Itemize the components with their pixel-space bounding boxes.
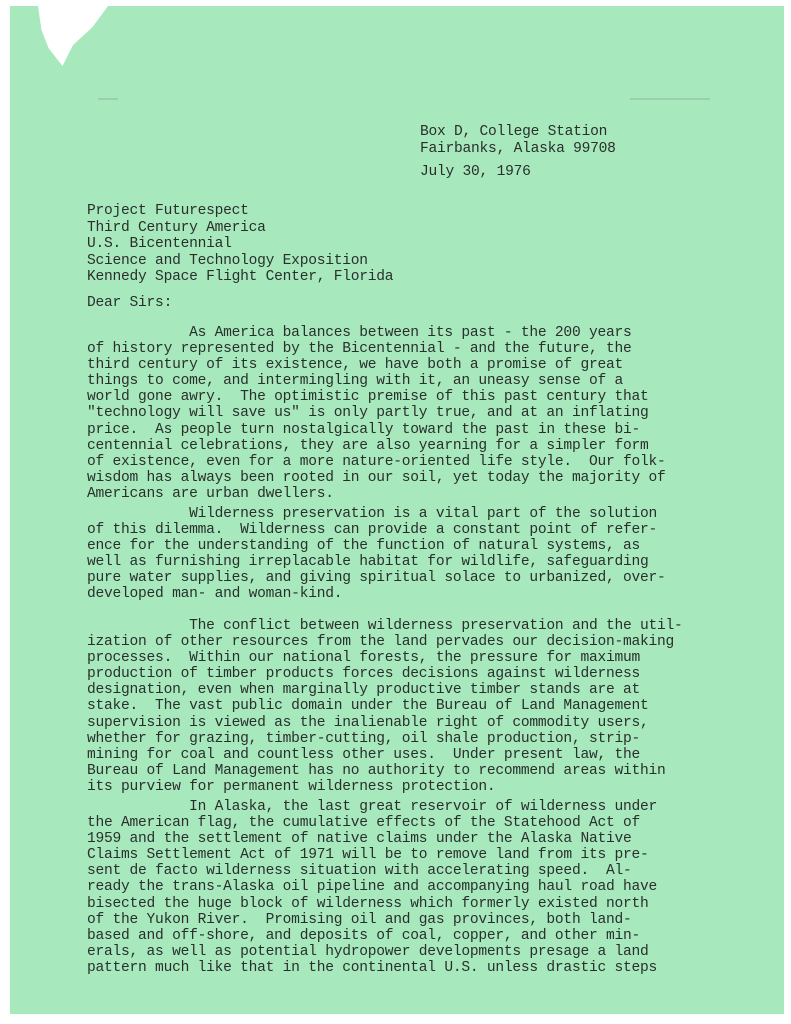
paragraph-4 <box>87 799 777 976</box>
text-line: developed man- and woman-kind. <box>87 586 343 603</box>
paragraph-2 <box>87 506 777 603</box>
typed-letter <box>10 6 784 1014</box>
text-line: mining for coal and countless other uses. Under present law, the <box>87 746 640 763</box>
text-line: Americans are urban dwellers. <box>87 485 334 502</box>
text-line: its purview for permanent wilderness protection. <box>87 778 496 795</box>
text-line: ready the trans-Alaska oil pipeline and accompanying haul road have <box>87 879 658 896</box>
text-line: pattern much like that in the continental U.S. unless drastic steps <box>87 959 658 976</box>
text-line: production of timber products forces decisions against wilderness <box>87 666 640 683</box>
text-line: world gone awry. The optimistic premise of this past century that <box>87 389 649 406</box>
text-line: In Alaska, the last great reservoir of wilderness under <box>87 799 658 815</box>
text-line: Claims Settlement Act of 1971 will be to remove land from its pre- <box>87 847 649 864</box>
recipient-block <box>87 203 393 286</box>
recipient-line: Kennedy Space Flight Center, Florida <box>87 269 394 286</box>
address-line: Fairbanks, Alaska 99708 <box>420 141 616 157</box>
text-line: processes. Within our national forests, the pressure for maximum <box>87 650 640 667</box>
letter-date: July 30, 1976 <box>420 164 531 180</box>
text-line: of history represented by the Bicentennial - and the future, the <box>87 341 632 358</box>
text-line: of this dilemma. Wilderness can provide a constant point of refer- <box>87 522 658 539</box>
recipient-line: Project Futurespect <box>87 203 249 219</box>
text-line: erals, as well as potential hydropower developments presage a land <box>87 943 649 960</box>
text-line: Bureau of Land Management has no authority to recommend areas within <box>87 762 666 779</box>
text-line: As America balances between its past - the 200 years <box>87 325 632 341</box>
paper-sheet <box>10 6 784 1014</box>
recipient-line: Third Century America <box>87 219 266 236</box>
text-line: 1959 and the settlement of native claims under the Alaska Native <box>87 831 632 848</box>
text-line: of existence, even for a more nature-oriented life style. Our folk- <box>87 453 666 470</box>
text-line: ization of other resources from the land pervades our decision-making <box>87 634 675 651</box>
text-line: ence for the understanding of the function of natural systems, as <box>87 538 640 555</box>
salutation: Dear Sirs: <box>87 295 173 311</box>
text-line: sent de facto wilderness situation with accelerating speed. Al- <box>87 863 632 880</box>
text-line: third century of its existence, we have both a promise of great <box>87 357 623 374</box>
text-line: of the Yukon River. Promising oil and gas provinces, both land- <box>87 911 632 928</box>
text-line: "technology will save us" is only partly true, and at an inflating <box>87 405 649 422</box>
sender-address <box>420 124 616 158</box>
paragraph-1 <box>87 325 777 502</box>
text-line: Wilderness preservation is a vital part of the solution <box>87 506 658 522</box>
text-line: the American flag, the cumulative effects of the Statehood Act of <box>87 815 640 832</box>
text-line: price. As people turn nostalgically toward the past in these bi- <box>87 421 640 438</box>
text-line: well as furnishing irreplacable habitat for wildlife, safeguarding <box>87 554 649 571</box>
text-line: stake. The vast public domain under the Bureau of Land Management <box>87 698 649 715</box>
text-line: wisdom has always been rooted in our soil, yet today the majority of <box>87 469 666 486</box>
text-line: centennial celebrations, they are also yearning for a simpler form <box>87 437 649 454</box>
text-line: whether for grazing, timber-cutting, oil shale production, strip- <box>87 730 640 747</box>
recipient-line: Science and Technology Exposition <box>87 252 368 269</box>
text-line: The conflict between wilderness preservation and the util- <box>87 618 683 634</box>
address-line: Box D, College Station <box>420 124 608 140</box>
text-line: things to come, and intermingling with it, an uneasy sense of a <box>87 373 623 390</box>
text-line: bisected the huge block of wilderness which formerly existed north <box>87 895 649 912</box>
text-line: pure water supplies, and giving spiritual solace to urbanized, over- <box>87 570 666 587</box>
text-line: supervision is viewed as the inalienable right of commodity users, <box>87 714 649 731</box>
recipient-line: U.S. Bicentennial <box>87 236 232 253</box>
text-line: based and off-shore, and deposits of coal, copper, and other min- <box>87 927 640 944</box>
text-line: designation, even when marginally productive timber stands are at <box>87 682 640 699</box>
paragraph-3 <box>87 618 777 795</box>
